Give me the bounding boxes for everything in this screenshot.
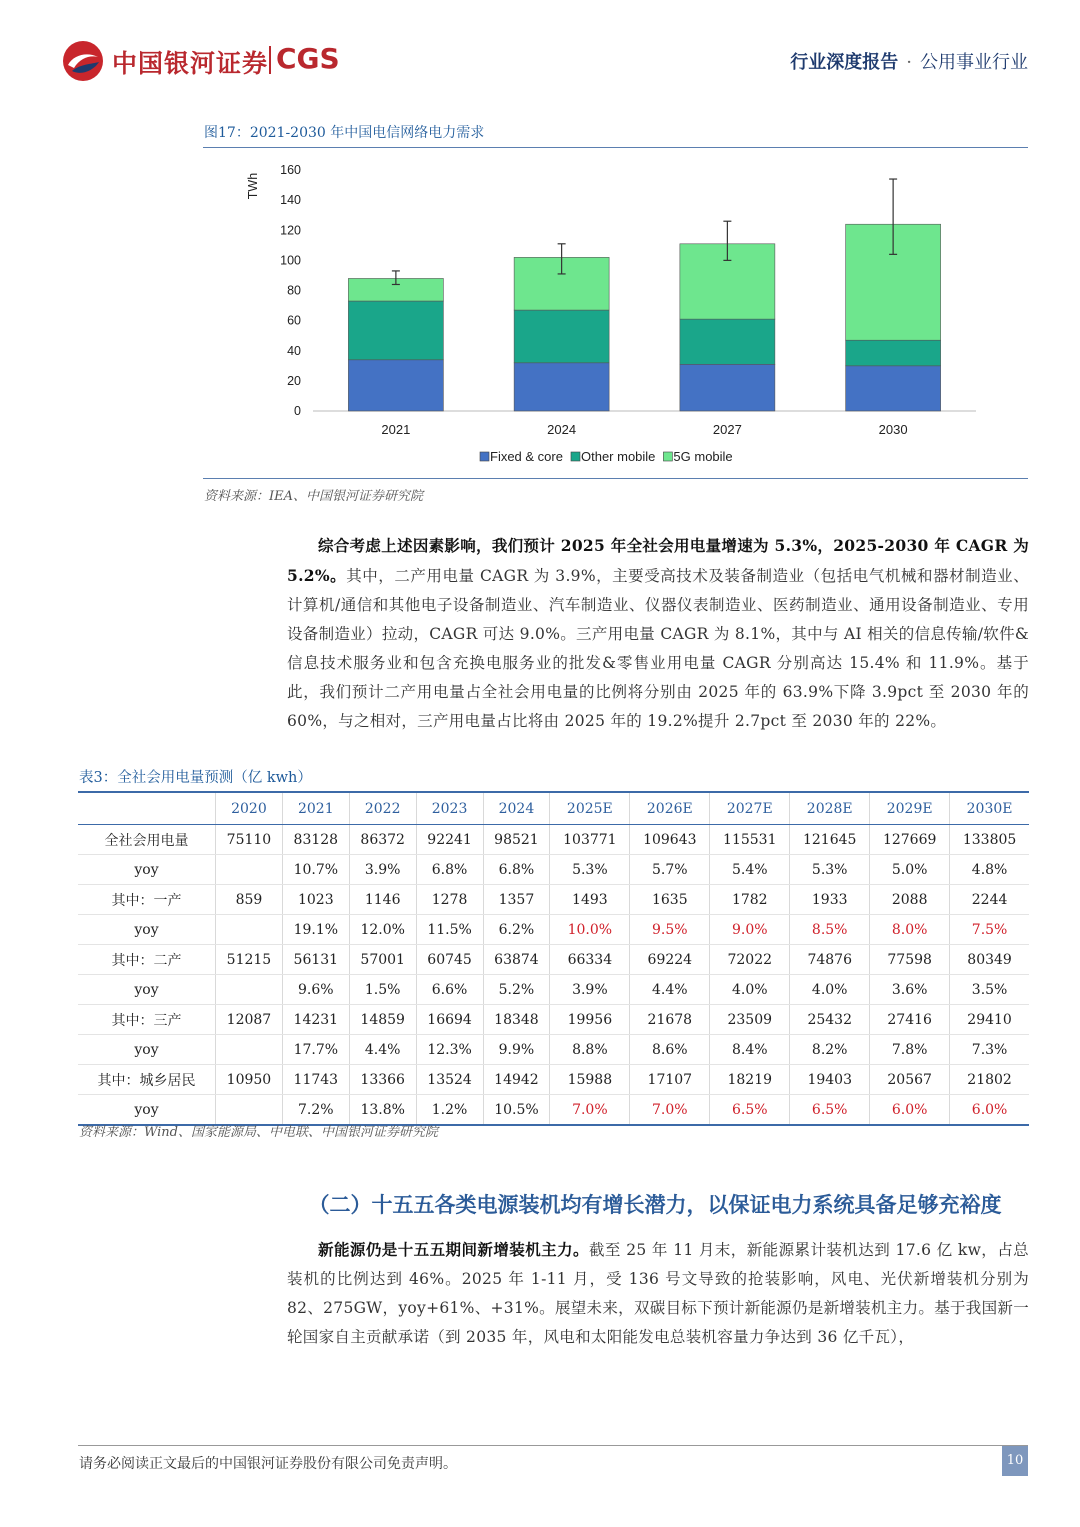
table-row-label: yoy (78, 1035, 216, 1065)
table-source: 资料来源：Wind、国家能源局、中电联、中国银河证券研究院 (79, 1125, 438, 1140)
legend-swatch (571, 452, 580, 461)
x-tick-label: 2021 (381, 422, 411, 437)
table-row (78, 915, 1029, 945)
table-cell: 12.0% (349, 915, 416, 945)
table-row (78, 1005, 1029, 1035)
table-row (78, 885, 1029, 915)
table-cell: 109643 (630, 825, 710, 855)
table-cell: 18348 (483, 1005, 550, 1035)
table-cell: 8.5% (790, 915, 870, 945)
table-row-label: 其中：三产 (78, 1005, 216, 1035)
table-cell: 18219 (710, 1065, 790, 1095)
table-cell: 1023 (282, 885, 349, 915)
table-row-label: yoy (78, 1095, 216, 1126)
table-cell: 6.8% (483, 855, 550, 885)
y-tick-label: 160 (280, 163, 301, 177)
table-cell: 5.7% (630, 855, 710, 885)
table-cell: 3.5% (950, 975, 1029, 1005)
table-cell: 2088 (870, 885, 950, 915)
table-cell: 86372 (349, 825, 416, 855)
table-cell: 4.8% (950, 855, 1029, 885)
table-header-cell: 2027E (710, 792, 790, 825)
table-cell: 15988 (550, 1065, 630, 1095)
y-tick-label: 60 (287, 313, 301, 328)
bar-segment (348, 301, 443, 360)
figure-source: 资料来源：IEA、中国银河证券研究院 (204, 489, 424, 504)
table-cell: 19403 (790, 1065, 870, 1095)
table-cell: 17.7% (282, 1035, 349, 1065)
logo-chinese-text: 中国银河证券 (112, 49, 269, 78)
paragraph-new-energy (287, 1235, 1029, 1352)
table-cell: 4.0% (790, 975, 870, 1005)
figure-bottom-rule (203, 478, 1028, 479)
table-cell: 5.3% (550, 855, 630, 885)
stacked-bar-chart (203, 150, 1028, 476)
table-cell: 7.3% (950, 1035, 1029, 1065)
table-cell: 7.0% (630, 1095, 710, 1126)
table-cell: 3.9% (349, 855, 416, 885)
bar-segment (846, 366, 941, 411)
table-cell: 1635 (630, 885, 710, 915)
x-tick-label: 2027 (712, 422, 742, 437)
table-cell: 77598 (870, 945, 950, 975)
table-cell: 103771 (550, 825, 630, 855)
table-cell: 14231 (282, 1005, 349, 1035)
table-cell: 6.6% (416, 975, 483, 1005)
bar-segment (348, 360, 443, 411)
table-header-cell: 2025E (550, 792, 630, 825)
table-cell: 4.4% (630, 975, 710, 1005)
table-row-label: yoy (78, 915, 216, 945)
table-cell: 5.4% (710, 855, 790, 885)
table-cell: 9.6% (282, 975, 349, 1005)
table-cell: 25432 (790, 1005, 870, 1035)
legend-label: 5G mobile (673, 449, 733, 464)
table-cell: 92241 (416, 825, 483, 855)
table-cell: 19956 (550, 1005, 630, 1035)
table-cell: 56131 (282, 945, 349, 975)
table-cell: 8.4% (710, 1035, 790, 1065)
table-cell: 80349 (950, 945, 1029, 975)
footer-rule (78, 1445, 1028, 1446)
table-cell: 10.5% (483, 1095, 550, 1126)
table-row-label: yoy (78, 975, 216, 1005)
page-number: 10 (1002, 1446, 1028, 1476)
table-cell: 66334 (550, 945, 630, 975)
table-cell: 7.0% (550, 1095, 630, 1126)
table-cell: 7.2% (282, 1095, 349, 1126)
table-cell: 4.4% (349, 1035, 416, 1065)
table-cell (216, 1035, 283, 1065)
bar-segment (514, 310, 609, 363)
table-header-cell: 2022 (349, 792, 416, 825)
table-cell: 6.5% (710, 1095, 790, 1126)
table-row-label: 其中：城乡居民 (78, 1065, 216, 1095)
table-cell: 1.5% (349, 975, 416, 1005)
table-cell: 14942 (483, 1065, 550, 1095)
legend-swatch (663, 452, 672, 461)
table-cell: 9.9% (483, 1035, 550, 1065)
table-cell: 1146 (349, 885, 416, 915)
table-cell: 11.5% (416, 915, 483, 945)
table-cell: 3.6% (870, 975, 950, 1005)
table-cell: 1493 (550, 885, 630, 915)
table-cell (216, 915, 283, 945)
table-cell: 8.0% (870, 915, 950, 945)
table-row-label: 其中：一产 (78, 885, 216, 915)
table-cell: 121645 (790, 825, 870, 855)
table-cell: 72022 (710, 945, 790, 975)
table-row (78, 975, 1029, 1005)
table-cell: 12087 (216, 1005, 283, 1035)
page-header (0, 0, 1080, 100)
table-header-cell: 2021 (282, 792, 349, 825)
legend-label: Other mobile (580, 449, 656, 464)
table-row-label: 其中：二产 (78, 945, 216, 975)
table-cell: 69224 (630, 945, 710, 975)
table-cell: 115531 (710, 825, 790, 855)
table-cell: 13524 (416, 1065, 483, 1095)
table-cell: 10.7% (282, 855, 349, 885)
table-header-cell: 2024 (483, 792, 550, 825)
table-header-cell: 2026E (630, 792, 710, 825)
table-header-cell: 2023 (416, 792, 483, 825)
table-cell: 10950 (216, 1065, 283, 1095)
paragraph-forecast-lead: 综合考虑上述因素影响，我们预计 2025 年全社会用电量增速为 5.3%，2025-2030 年 CAGR 为 5.2%。 (287, 536, 1029, 585)
paragraph-new-energy-body: 截至 25 年 11 月末，新能源累计装机达到 17.6 亿 kw，占总装机的比例达到 46%。2025 年 1-11 月，受 136 号文导致的抢装影响，风电、光伏新增装机分别为 82、275GW，yoy+61%、+31%。展望未来，双碳目标下预计新能源仍是新增装机主力。基于我国新一轮国家自主贡献承诺（到 2035 年，风电和太阳能发电总装机容量力争达到 36 亿千瓦）， (287, 1241, 1029, 1346)
y-tick-label: 40 (287, 343, 301, 358)
table-cell: 7.5% (950, 915, 1029, 945)
table-header-cell: 2030E (950, 792, 1029, 825)
table-cell: 1278 (416, 885, 483, 915)
table-cell: 1782 (710, 885, 790, 915)
table-cell: 859 (216, 885, 283, 915)
y-tick-label: 140 (280, 193, 301, 208)
table-row (78, 1035, 1029, 1065)
table-cell: 4.0% (710, 975, 790, 1005)
x-tick-label: 2030 (878, 422, 908, 437)
y-tick-label: 80 (287, 283, 301, 298)
bar-segment (514, 363, 609, 411)
table-header-cell: 2020 (216, 792, 283, 825)
table-cell: 74876 (790, 945, 870, 975)
table-cell (216, 975, 283, 1005)
paragraph-forecast (287, 531, 1029, 736)
table-cell: 11743 (282, 1065, 349, 1095)
bar-segment (680, 319, 775, 364)
industry-name: 公用事业行业 (920, 52, 1028, 73)
table-cell: 6.5% (790, 1095, 870, 1126)
table-cell: 1357 (483, 885, 550, 915)
legend-label: Fixed & core (490, 449, 563, 464)
table-cell: 133805 (950, 825, 1029, 855)
table-cell: 21802 (950, 1065, 1029, 1095)
table-cell: 7.8% (870, 1035, 950, 1065)
header-report-label (790, 48, 1028, 74)
table-cell: 13366 (349, 1065, 416, 1095)
bar-segment (680, 364, 775, 411)
table-title: 表3：全社会用电量预测（亿 kwh） (79, 770, 312, 786)
cgs-logo-icon (62, 40, 104, 82)
table-row (78, 1065, 1029, 1095)
table-row-label: 全社会用电量 (78, 825, 216, 855)
table-row (78, 825, 1029, 855)
table-cell: 9.0% (710, 915, 790, 945)
table-cell: 60745 (416, 945, 483, 975)
figure-top-rule (203, 147, 1028, 148)
table-header-blank (78, 792, 216, 825)
table-cell (216, 855, 283, 885)
table-cell: 98521 (483, 825, 550, 855)
table-cell: 23509 (710, 1005, 790, 1035)
table-cell: 16694 (416, 1005, 483, 1035)
paragraph-forecast-body: 其中，二产用电量 CAGR 为 3.9%，主要受高技术及装备制造业（包括电气机械和器材制造业、计算机/通信和其他电子设备制造业、汽车制造业、仪器仪表制造业、医药制造业、通用设备制造业、专用设备制造业）拉动，CAGR 可达 9.0%。三产用电量 CAGR 为 8.1%，其中与 AI 相关的信息传输/软件&信息技术服务业和包含充换电服务业的批发&零售业用电量 CAGR 分别高达 15.4% 和 11.9%。基于此，我们预计二产用电量占全社会用电量的比例将分别由 2025 年的 63.9%下降 3.9pct 至 2030 年的 60%，与之相对，三产用电量占比将由 2025 年的 19.2%提升 2.7pct 至 2030 年的 22%。 (287, 567, 1029, 730)
legend-swatch (480, 452, 489, 461)
table-cell: 19.1% (282, 915, 349, 945)
table-header-row (78, 792, 1029, 825)
table-cell: 29410 (950, 1005, 1029, 1035)
table-header-cell: 2029E (870, 792, 950, 825)
table-cell: 8.2% (790, 1035, 870, 1065)
y-tick-label: 100 (280, 253, 301, 268)
table-cell: 20567 (870, 1065, 950, 1095)
header-separator: · (906, 52, 912, 73)
table-cell: 14859 (349, 1005, 416, 1035)
table-cell: 5.2% (483, 975, 550, 1005)
table-cell: 21678 (630, 1005, 710, 1035)
electricity-forecast-table (78, 791, 1029, 1126)
y-tick-label: 0 (294, 404, 301, 418)
table-cell: 17107 (630, 1065, 710, 1095)
table-cell: 8.6% (630, 1035, 710, 1065)
table-row-label: yoy (78, 855, 216, 885)
table-cell: 9.5% (630, 915, 710, 945)
table-cell: 1933 (790, 885, 870, 915)
y-tick-label: 20 (287, 373, 301, 388)
table-cell: 3.9% (550, 975, 630, 1005)
y-axis-label: TWh (246, 172, 260, 200)
y-tick-label: 120 (280, 223, 301, 238)
table-cell: 5.0% (870, 855, 950, 885)
footer-disclaimer: 请务必阅读正文最后的中国银河证券股份有限公司免责声明。 (79, 1456, 457, 1472)
table-row (78, 945, 1029, 975)
table-cell: 27416 (870, 1005, 950, 1035)
table-cell: 83128 (282, 825, 349, 855)
section-title: （二）十五五各类电源装机均有增长潜力，以保证电力系统具备足够充裕度 (308, 1192, 1002, 1217)
table-cell: 12.3% (416, 1035, 483, 1065)
table-cell: 8.8% (550, 1035, 630, 1065)
figure-title: 图17：2021-2030 年中国电信网络电力需求 (204, 125, 485, 141)
table-header-cell: 2028E (790, 792, 870, 825)
table-row (78, 855, 1029, 885)
x-tick-label: 2024 (547, 422, 577, 437)
bar-segment (846, 340, 941, 366)
table-cell: 6.0% (950, 1095, 1029, 1126)
table-cell: 75110 (216, 825, 283, 855)
table-cell: 6.8% (416, 855, 483, 885)
table-cell: 6.0% (870, 1095, 950, 1126)
table-cell: 1.2% (416, 1095, 483, 1126)
table-cell: 6.2% (483, 915, 550, 945)
report-type: 行业深度报告 (790, 52, 899, 73)
logo-divider (269, 46, 271, 74)
logo-english-text: CGS (276, 42, 340, 75)
table-cell: 10.0% (550, 915, 630, 945)
paragraph-new-energy-lead: 新能源仍是十五五期间新增装机主力。 (318, 1240, 589, 1259)
table-cell: 2244 (950, 885, 1029, 915)
table-cell: 51215 (216, 945, 283, 975)
table-cell: 5.3% (790, 855, 870, 885)
table-cell: 63874 (483, 945, 550, 975)
table-cell: 127669 (870, 825, 950, 855)
table-cell: 57001 (349, 945, 416, 975)
table-cell: 13.8% (349, 1095, 416, 1126)
